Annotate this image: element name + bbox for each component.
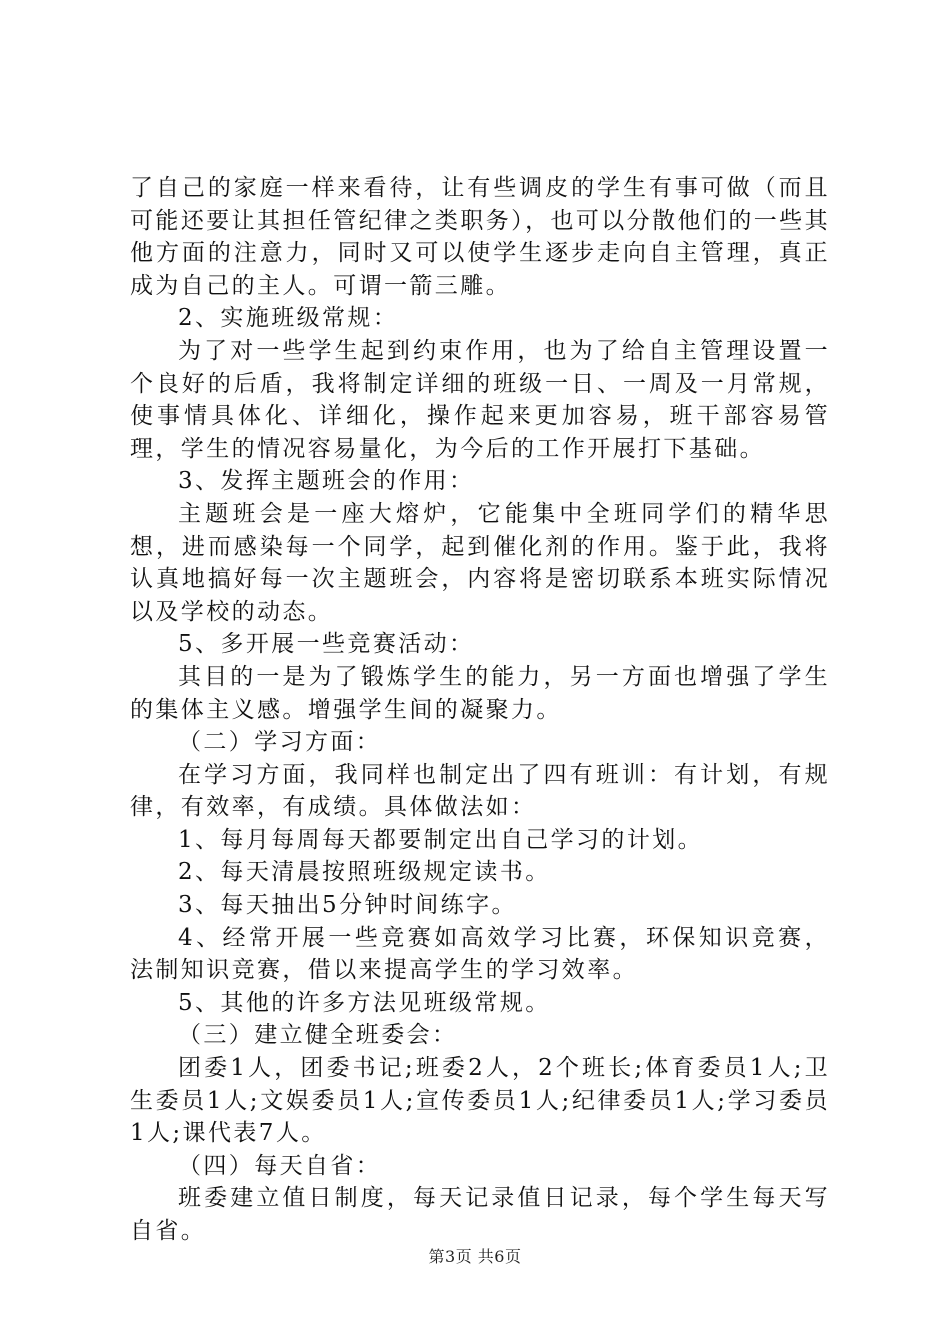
section-heading: （四）每天自省： [178,1152,382,1179]
section-heading: 3、发挥主题班会的作用： [178,468,475,495]
paragraph: 团委1人，团委书记;班委2人，2个班长;体育委员1人;卫生委员1人;文娱委员1人;宣传委员1人;纪律委员1人;学习委员1人;课代表7人。 [130,1055,830,1147]
list-item: 5、其他的许多方法见班级常规。 [178,989,551,1016]
section-heading: （三）建立健全班委会： [178,1022,458,1049]
section-heading: 5、多开展一些竞赛活动： [178,631,475,658]
document-body [130,172,830,1248]
paragraph: 了自己的家庭一样来看待，让有些调皮的学生有事可做（而且可能还要让其担任管纪律之类职务），也可以分散他们的一些其他方面的注意力，同时又可以使学生逐步走向自主管理，真正成为自己的主人。可谓一箭三雕。 [130,175,830,299]
list-item: 2、每天清晨按照班级规定读书。 [178,859,551,886]
paragraph: 其目的一是为了锻炼学生的能力，另一方面也增强了学生的集体主义感。增强学生间的凝聚力。 [130,663,830,723]
list-item: 4、经常开展一些竞赛如高效学习比赛，环保知识竞赛，法制知识竞赛，借以来提高学生的学习效率。 [130,924,830,984]
paragraph: 在学习方面，我同样也制定出了四有班训：有计划，有规律，有效率，有成绩。具体做法如： [130,761,830,821]
page-number-label: 第3页 共6页 [428,1247,522,1266]
paragraph: 班委建立值日制度，每天记录值日记录，每个学生每天写自省。 [130,1185,830,1244]
paragraph: 主题班会是一座大熔炉，它能集中全班同学们的精华思想，进而感染每一个同学，起到催化剂的作用。鉴于此，我将认真地搞好每一次主题班会，内容将是密切联系本班实际情况以及学校的动态。 [130,500,830,625]
list-item: 3、每天抽出5分钟时间练字。 [178,892,517,919]
section-heading: 2、实施班级常规： [178,305,399,332]
section-heading: （二）学习方面： [178,729,382,756]
list-item: 1、每月每周每天都要制定出自己学习的计划。 [178,826,704,853]
page-footer [0,1244,950,1267]
paragraph: 为了对一些学生起到约束作用，也为了给自主管理设置一个良好的后盾，我将制定详细的班级一日、一周及一月常规，使事情具体化、详细化，操作起来更加容易，班干部容易管理，学生的情况容易量化，为今后的工作开展打下基础。 [130,337,830,462]
